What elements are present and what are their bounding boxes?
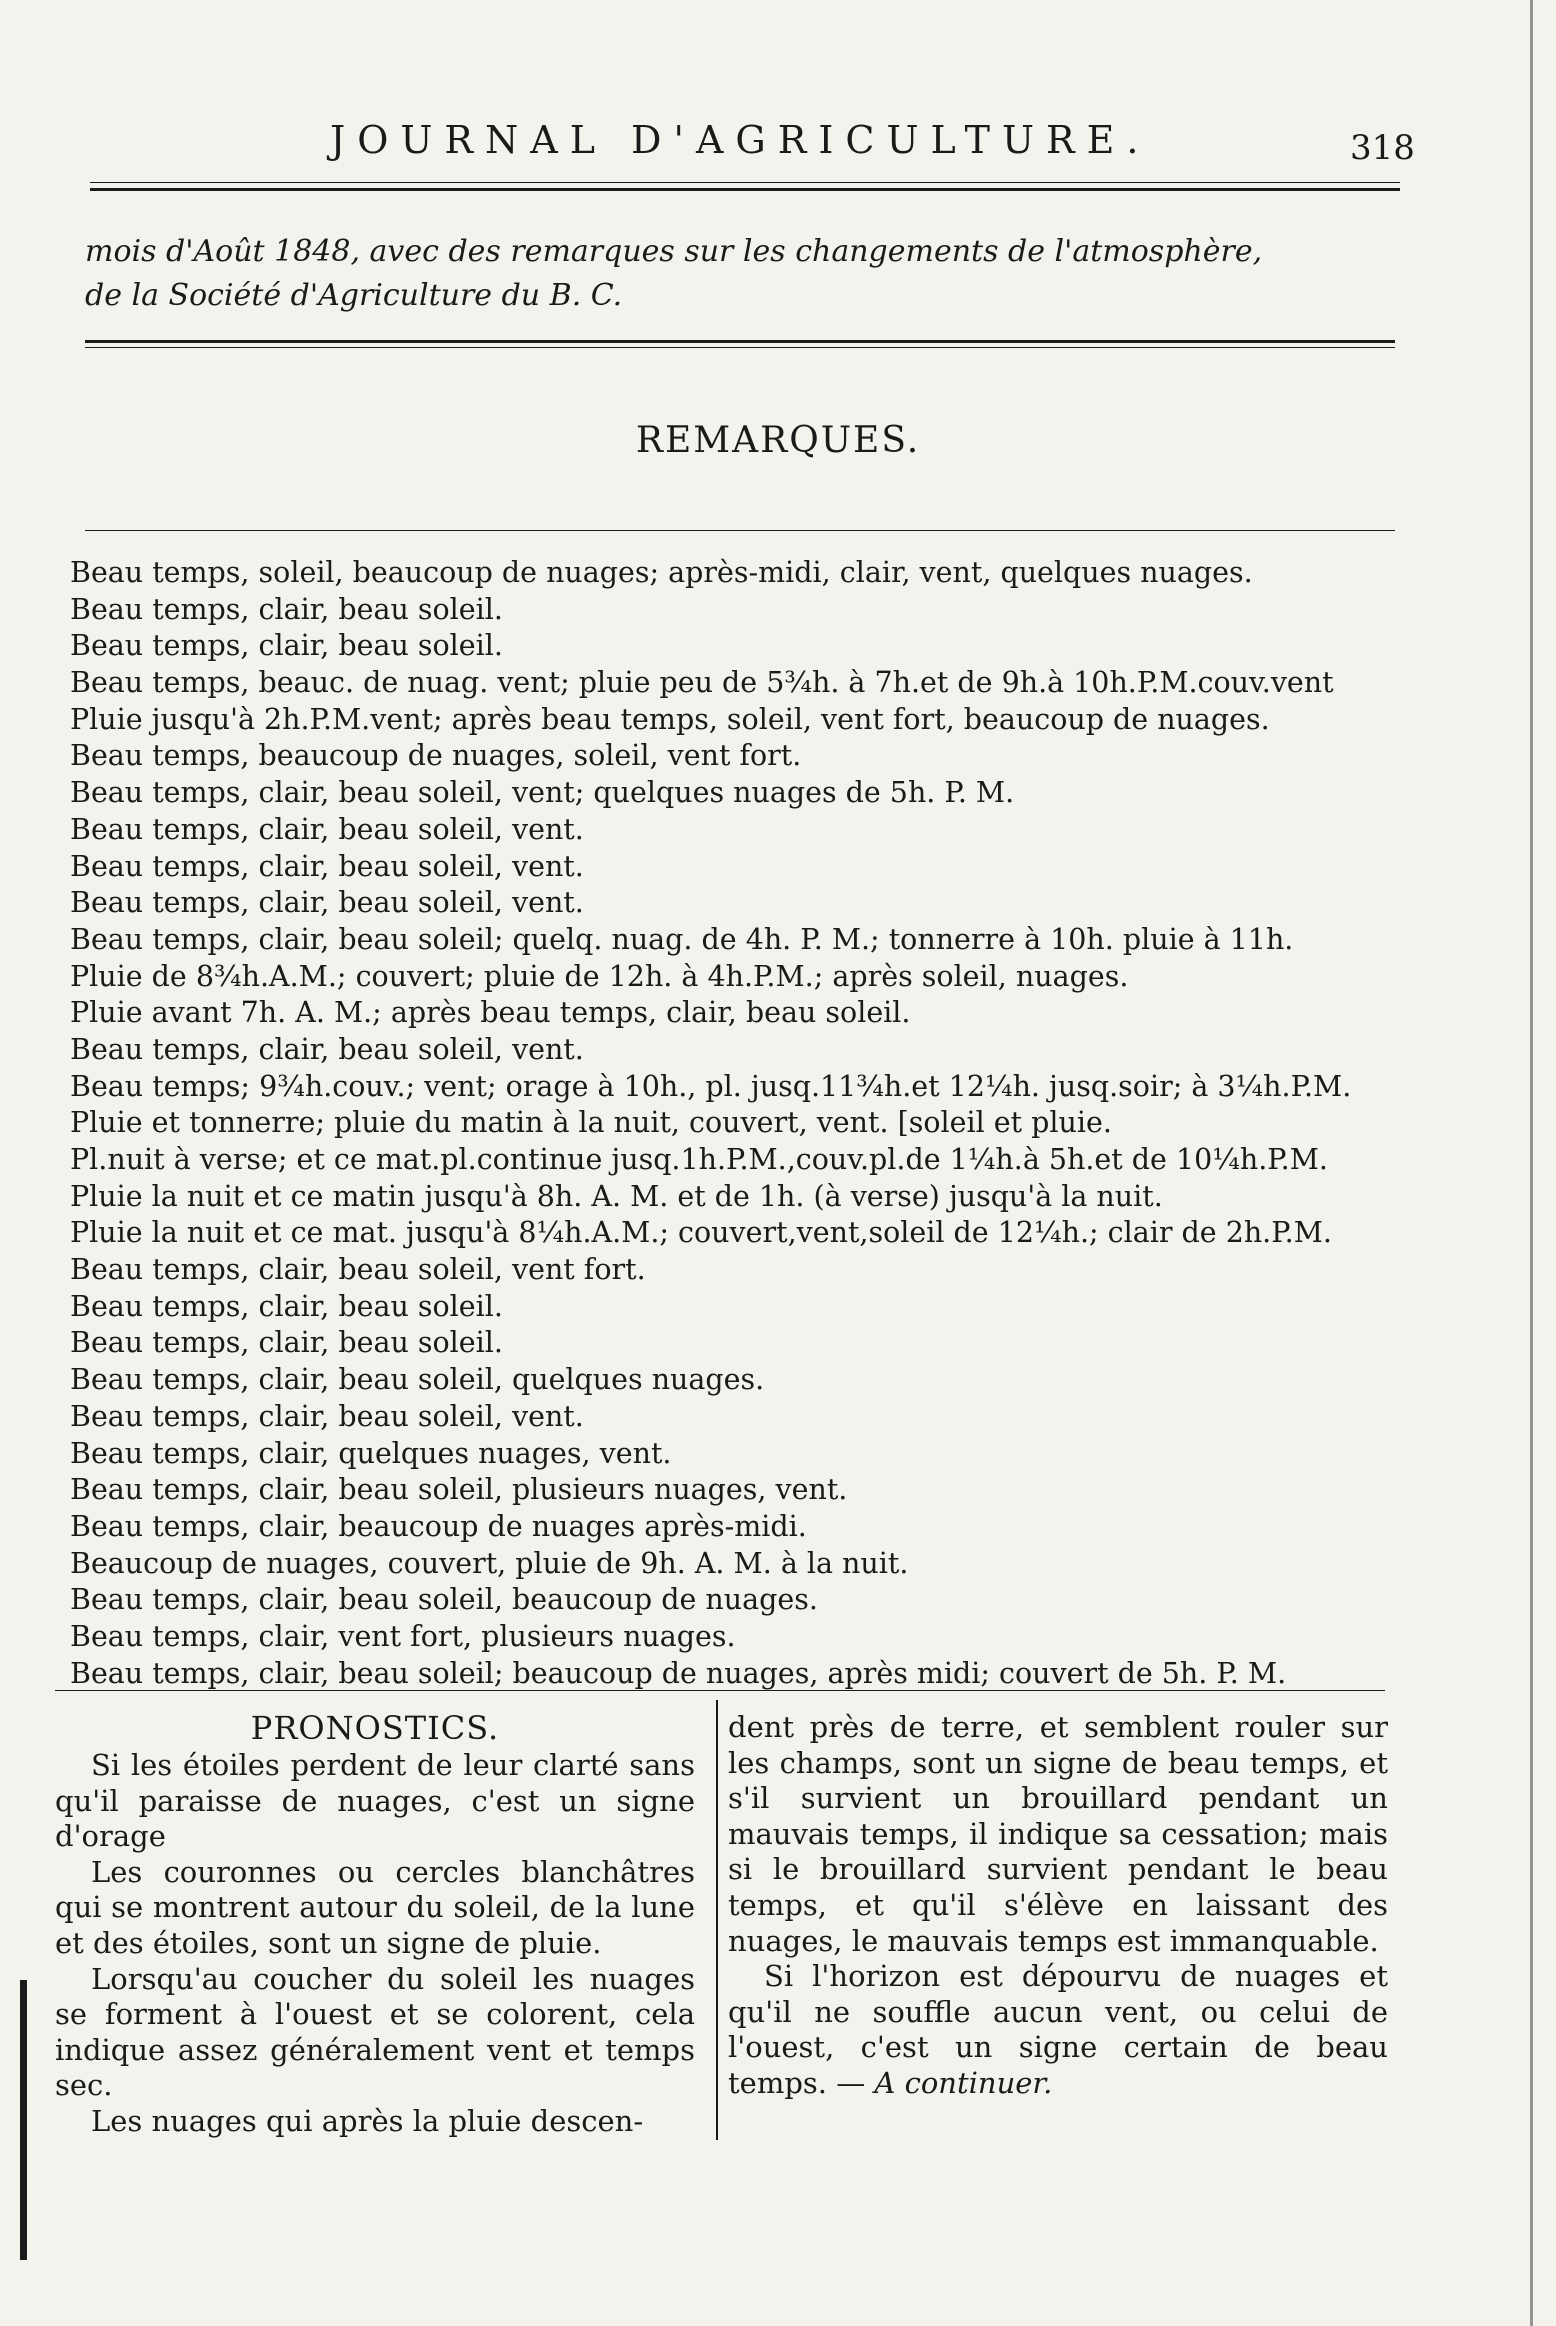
remark-row: Pluie la nuit et ce mat. jusqu'à 8¼h.A.M.; couvert,vent,soleil de 12¼h.; clair de 2h.P.M.: [70, 1216, 1332, 1250]
pronostics-right-column: [728, 1710, 1388, 2102]
remark-row: Beau temps, clair, quelques nuages, vent.: [70, 1436, 672, 1470]
pronostics-paragraph-text: Si l'horizon est dépourvu de nuages et qu'il ne souffle aucun vent, ou celui de l'ouest, c'est un signe certain de beau temps. —: [728, 1959, 1388, 2100]
remark-row: Beau temps, clair, vent fort, plusieurs nuages.: [70, 1619, 736, 1653]
remark-row: Beau temps, clair, beau soleil, vent.: [70, 849, 584, 883]
remark-row: Pluie et tonnerre; pluie du matin à la nuit, couvert, vent. [soleil et pluie.: [70, 1106, 1112, 1140]
remark-row: Beau temps, clair, beau soleil.: [70, 629, 503, 663]
header-caption-line-2: de la Société d'Agriculture du B. C.: [85, 278, 623, 313]
top-rule-lower: [90, 188, 1400, 191]
page-number: 318: [1350, 128, 1415, 168]
column-divider: [716, 1700, 718, 2140]
caption-rule-upper: [85, 340, 1395, 343]
remark-row: Beaucoup de nuages, couvert, pluie de 9h. A. M. à la nuit.: [70, 1546, 909, 1580]
remark-row: Beau temps, clair, beau soleil; beaucoup de nuages, après midi; couvert de 5h. P. M.: [70, 1656, 1287, 1690]
top-rule-upper: [90, 182, 1400, 183]
pronostics-left-column: [55, 1710, 695, 2140]
remark-row: Beau temps, clair, beau soleil, vent.: [70, 1032, 584, 1066]
remark-row: Beau temps; 9¾h.couv.; vent; orage à 10h., pl. jusq.11¾h.et 12¼h. jusq.soir; à 3¼h.P.M.: [70, 1069, 1352, 1103]
remark-row: Beau temps, clair, beau soleil.: [70, 1289, 503, 1323]
margin-bar: [20, 1980, 27, 2260]
pronostics-paragraph: Les nuages qui après la pluie descen-: [91, 2103, 644, 2138]
remark-row: Pl.nuit à verse; et ce mat.pl.continue jusq.1h.P.M.,couv.pl.de 1¼h.à 5h.et de 10¼h.P.M.: [70, 1143, 1328, 1176]
remark-row: Pluie la nuit et ce matin jusqu'à 8h. A. M. et de 1h. (à verse) jusqu'à la nuit.: [70, 1179, 1163, 1213]
remarks-heading: REMARQUES.: [635, 420, 921, 461]
remark-row: Pluie avant 7h. A. M.; après beau temps, clair, beau soleil.: [70, 996, 911, 1030]
page-edge: [1530, 0, 1533, 2326]
remark-row: Beau temps, clair, beau soleil; quelq. nuag. de 4h. P. M.; tonnerre à 10h. pluie à 11h.: [70, 922, 1294, 956]
remark-row: Beau temps, clair, beaucoup de nuages après-midi.: [70, 1509, 807, 1543]
remark-row: Beau temps, clair, beau soleil, vent.: [70, 812, 584, 846]
remark-row: Beau temps, clair, beau soleil, beaucoup de nuages.: [70, 1583, 818, 1617]
remark-row: Beau temps, clair, beau soleil, vent.: [70, 886, 584, 920]
remark-row: Beau temps, clair, beau soleil, plusieurs nuages, vent.: [70, 1473, 848, 1507]
continuation-note: A continuer.: [874, 2065, 1053, 2100]
remark-row: Beau temps, clair, beau soleil, vent fort.: [70, 1253, 646, 1287]
remark-row: Beau temps, soleil, beaucoup de nuages; après-midi, clair, vent, quelques nuages.: [70, 556, 1253, 589]
remark-row: Beau temps, clair, beau soleil, quelques nuages.: [70, 1363, 765, 1397]
caption-rule-lower: [85, 347, 1395, 348]
header-caption: [85, 230, 1385, 318]
remarks-list: [70, 555, 1400, 1692]
pronostics-rule: [55, 1690, 1385, 1691]
remark-row: Beau temps, clair, beau soleil, vent.: [70, 1399, 584, 1433]
pronostics-paragraph: [728, 1959, 1388, 2101]
remarks-rule: [85, 530, 1395, 531]
remark-row: Beau temps, beauc. de nuag. vent; pluie peu de 5¾h. à 7h.et de 9h.à 10h.P.M.couv.vent: [70, 666, 1334, 700]
remark-row: Pluie jusqu'à 2h.P.M.vent; après beau temps, soleil, vent fort, beaucoup de nuages.: [70, 702, 1270, 736]
pronostics-paragraph: Si les étoiles perdent de leur clarté sans qu'il paraisse de nuages, c'est un signe d'orage: [55, 1748, 695, 1854]
pronostics-paragraph: Les couronnes ou cercles blanchâtres qui se montrent autour du soleil, de la lune et des étoiles, sont un signe de pluie.: [55, 1854, 695, 1960]
pronostics-heading: PRONOSTICS.: [250, 1709, 500, 1747]
pronostics-paragraph: Lorsqu'au coucher du soleil les nuages se forment à l'ouest et se colorent, cela indique assez généralement vent et temps sec.: [55, 1961, 695, 2103]
header-caption-line-1: mois d'Août 1848, avec des remarques sur les changements de l'atmosphère,: [85, 234, 1263, 269]
remark-row: Beau temps, clair, beau soleil.: [70, 592, 503, 626]
remark-row: Beau temps, clair, beau soleil.: [70, 1326, 503, 1360]
pronostics-paragraph: dent près de terre, et semblent rouler sur les champs, sont un signe de beau temps, et s'il survient un brouillard pendant un mauvais temps, il indique sa cessation; mais si le brouillard survient pendant le beau temps, et qu'il s'élève en laissant des nuages, le mauvais temps est immanquable.: [728, 1710, 1388, 1958]
remark-row: Beau temps, clair, beau soleil, vent; quelques nuages de 5h. P. M.: [70, 776, 1015, 810]
running-head: JOURNAL D'AGRICULTURE.: [330, 118, 1151, 162]
remark-row: Pluie de 8¾h.A.M.; couvert; pluie de 12h. à 4h.P.M.; après soleil, nuages.: [70, 959, 1129, 993]
remark-row: Beau temps, beaucoup de nuages, soleil, vent fort.: [70, 739, 802, 773]
